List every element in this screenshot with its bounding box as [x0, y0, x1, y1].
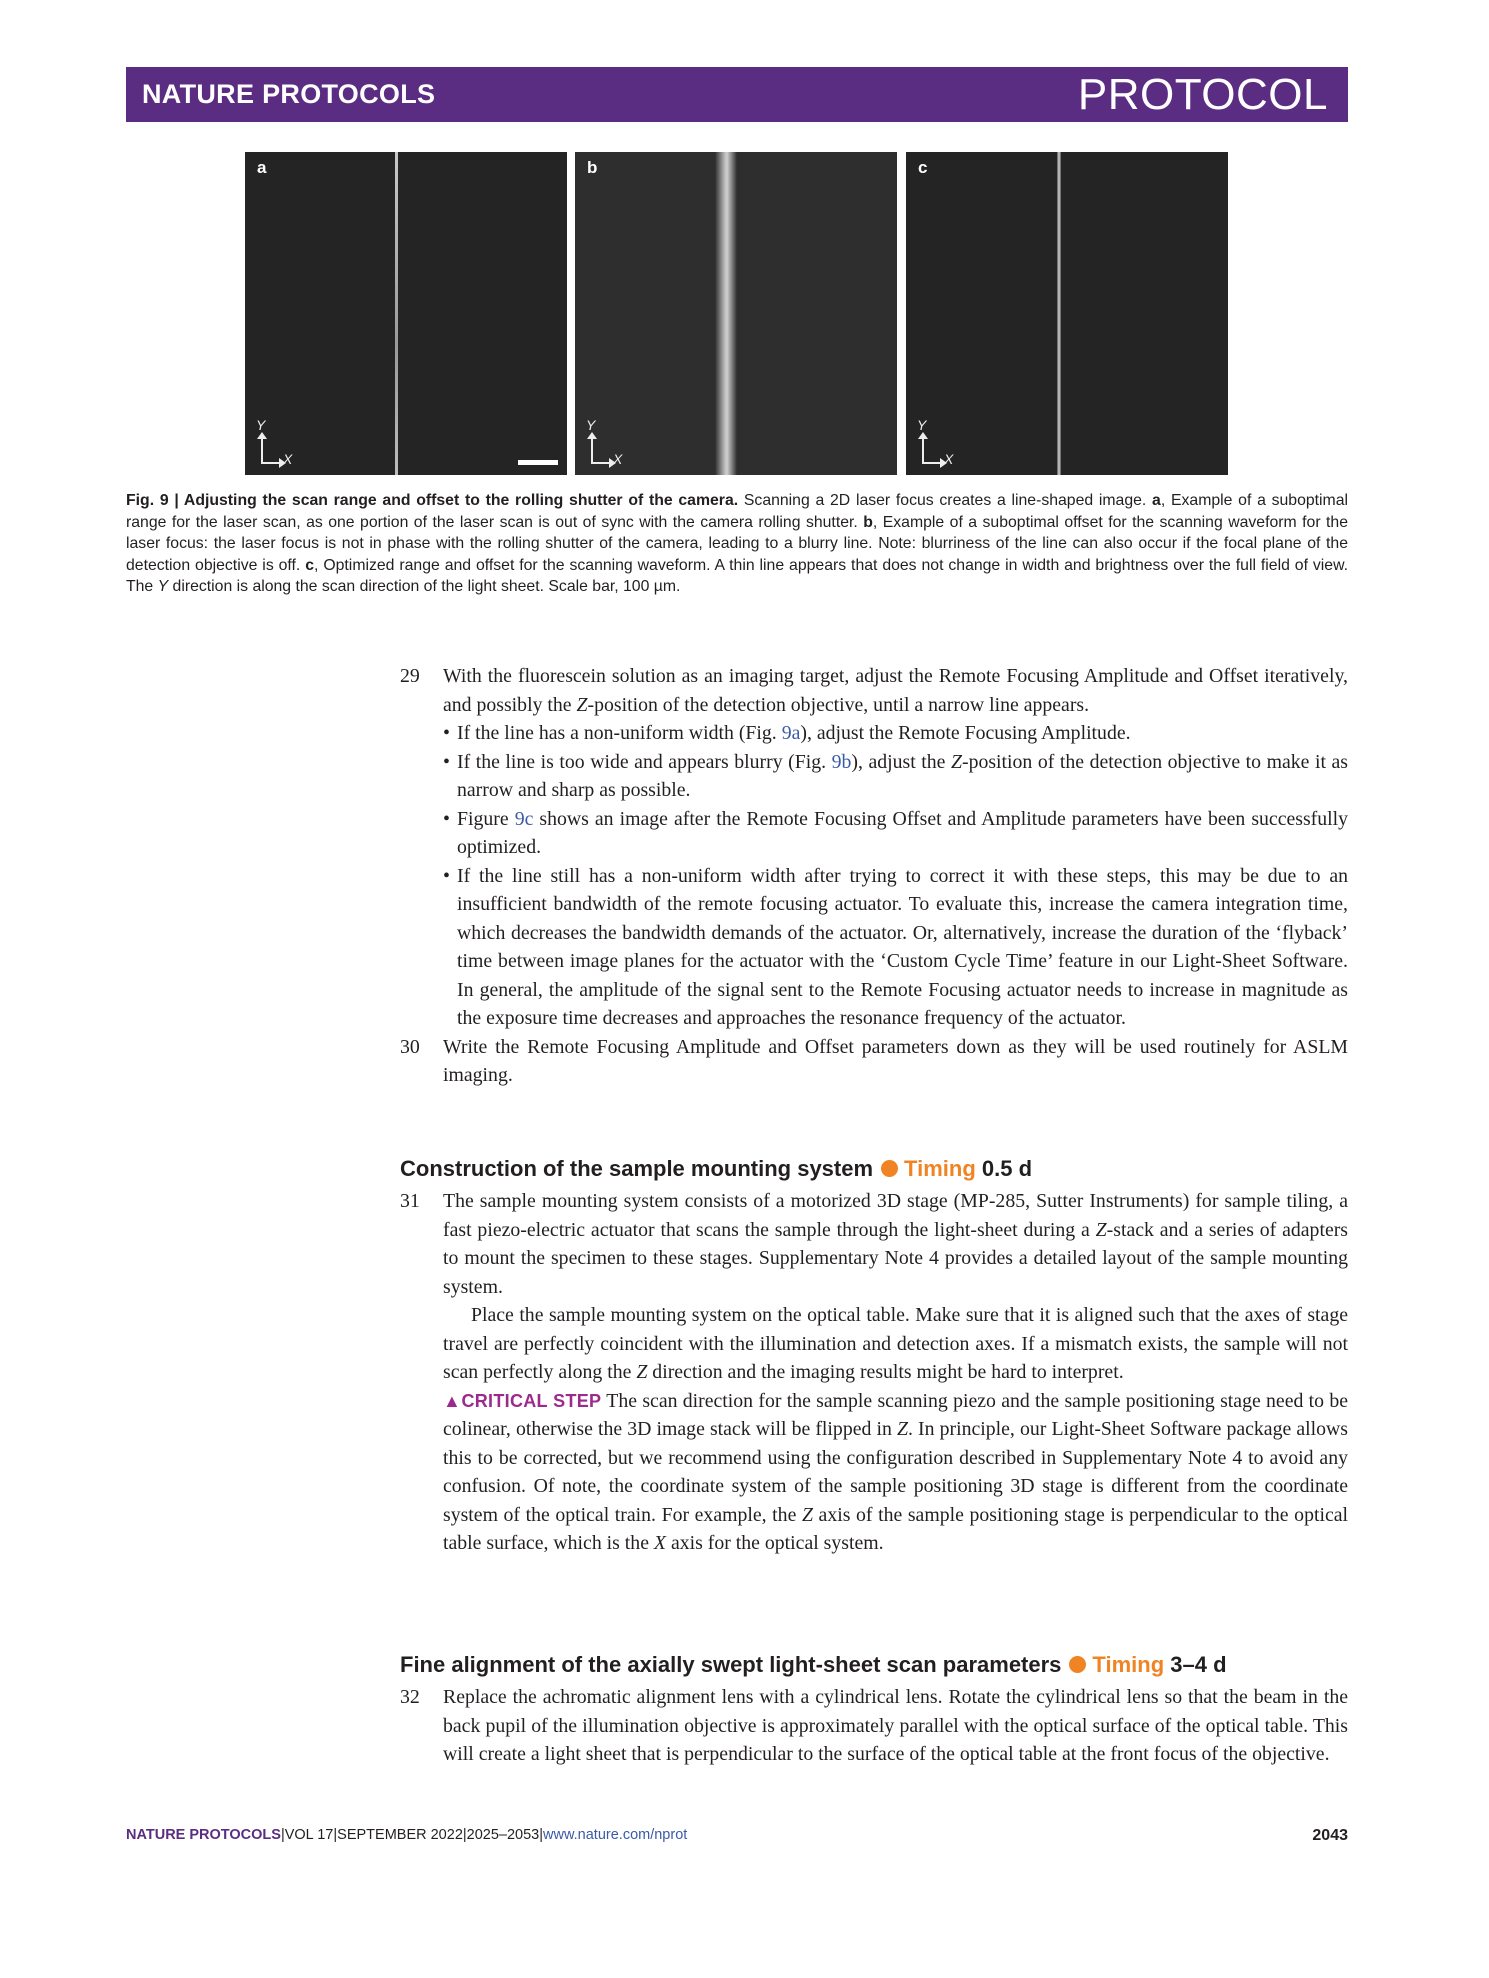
panel-b-axes [583, 417, 643, 467]
journal-header-bar [126, 67, 1348, 122]
steps-29-30 [400, 662, 1348, 1090]
figure-panel-b [575, 152, 897, 475]
figure-link-9c[interactable]: 9c [514, 807, 534, 830]
critical-step-note: ▲CRITICAL STEP The scan direction for the sample scanning piezo and the sample positioning stage need to be colinear, otherwise the 3D image stack will be flipped in Z. In principle, our Light-Sheet Software package allows this to be corrected, but we recommend using the configuration described in Supplementary Note 4 to avoid any confusion. Of note, the coordinate system of the sample positioning 3D stage is different from the coordinate system of the optical train. For example, the Z axis of the sample positioning stage is perpendicular to the optical table surface, which is the X axis for the optical system. [443, 1389, 1349, 1554]
figure-panel-c [906, 152, 1228, 475]
panel-c-axes [914, 417, 974, 467]
panel-a-axes [253, 417, 313, 467]
figure-caption: Fig. 9 | Adjusting the scan range and offset to the rolling shutter of the camera. Scanning a 2D laser focus creates a line-shaped image. a, Example of a suboptimal range for the laser scan, as one portion of the laser scan is out of sync with the camera rolling shutter. b, Example of a suboptimal offset for the scanning waveform for the laser focus: the laser focus is not in phase with the rolling shutter of the camera, leading to a blurry line. Note: blurriness of the line can also occur if the focal plane of the detection objective is off. c, Optimized range and offset for the scanning waveform. A thin line appears that does not change in width and brightness over the full field of view. The Y direction is along the scan direction of the light sheet. Scale bar, 100 µm. [126, 492, 1348, 596]
step-29: 29 With the fluorescein solution as an imaging target, adjust the Remote Focusing Amplitude and Offset iteratively, and possibly the Z-position of the detection objective, until a narrow line appears. • If the line has a non-uniform width (Fig. 9a), adjust the Remote Focusing Amplitude. • If the line is too wide and appears blurry (Fig. 9b), adjust the Z-position of the detection objective to make it as narrow and sharp as possible. • Figure 9c shows an image after the Remote Focusing Offset and Amplitude parameters have been successfully optimized. • If the line still has a non-uniform width after trying to correct it with these steps, this may be due to an insufficient bandwidth of the remote focusing actuator. To evaluate this, increase the camera integration time, which decreases the bandwidth demands of the actuator. Or, alternatively, increase the duration of the ‘flyback’ time between image planes for the actuator with the ‘Custom Cycle Time’ feature in our Light-Sheet Software. In general, the amplitude of the signal sent to the Remote Focusing actuator needs to increase in magnitude as the exposure time decreases and approaches the resonance frequency of the actuator. [400, 662, 1348, 1033]
panel-c-sharp-line [1057, 152, 1061, 475]
step-31-block [400, 1187, 1348, 1558]
figure-panel-a [245, 152, 567, 475]
footer-date: SEPTEMBER 2022 [337, 1827, 463, 1843]
bullet-item: • If the line is too wide and appears blurry (Fig. 9b), adjust the Z-position of the detection objective to make it as narrow and sharp as possible. [443, 750, 1349, 801]
caption-title: Fig. 9 | Adjusting the scan range and offset to the rolling shutter of the camera. [126, 492, 739, 509]
critical-step-label: ▲CRITICAL STEP [443, 1390, 602, 1411]
step-number: 29 [400, 665, 420, 687]
panel-label-a: a [257, 158, 267, 177]
panel-label-b: b [587, 158, 598, 177]
paragraph: Place the sample mounting system on the optical table. Make sure that it is aligned such that the axes of stage travel are perfectly coincident with the illumination and detection axes. If a mismatch exists, the sample will not scan perfectly along the Z direction and the imaging results might be hard to interpret. [443, 1304, 1348, 1383]
step-number: 30 [400, 1035, 420, 1058]
step-31: 31 The sample mounting system consists of a motorized 3D stage (MP-285, Sutter Instruments) for sample tiling, a fast piezo-electric actuator that scans the sample through the light-sheet during a Z-stack and a series of adapters to mount the specimen to these stages. Supplementary Note 4 provides a detailed layout of the sample mounting system. Place the sample mounting system on the optical table. Make sure that it is aligned such that the axes of stage travel are perfectly coincident with the illumination and detection axes. If a mismatch exists, the sample will not scan perfectly along the Z direction and the imaging results might be hard to interpret. ▲CRITICAL STEP The scan direction for the sample scanning piezo and the sample positioning stage need to be colinear, otherwise the 3D image stack will be flipped in Z. In principle, our Light-Sheet Software package allows this to be corrected, but we recommend using the configuration described in Supplementary Note 4 to avoid any confusion. Of note, the coordinate system of the sample positioning 3D stage is different from the coordinate system of the optical train. For example, the Z axis of the sample positioning stage is perpendicular to the optical table surface, which is the X axis for the optical system. [400, 1187, 1348, 1558]
bullet-item: • If the line still has a non-uniform width after trying to correct it with these steps, this may be due to an insufficient bandwidth of the remote focusing actuator. To evaluate this, increase the camera integration time, which decreases the bandwidth demands of the actuator. Or, alternatively, increase the duration of the ‘flyback’ time between image planes for the actuator with the ‘Custom Cycle Time’ feature in our Light-Sheet Software. In general, the amplitude of the signal sent to the Remote Focusing actuator needs to increase in magnitude as the exposure time decreases and approaches the resonance frequency of the actuator. [443, 864, 1348, 1029]
section-heading-sample-mounting: Construction of the sample mounting system Timing 0.5 d [400, 1156, 1033, 1181]
footer-journal: NATURE PROTOCOLS [126, 1827, 281, 1843]
axis-label-x: X [613, 451, 623, 467]
axis-label-x: X [283, 451, 293, 467]
step-32: 32 Replace the achromatic alignment lens with a cylindrical lens. Rotate the cylindrical lens so that the beam in the back pupil of the illumination objective is approximately parallel with the optical surface of the optical table. This will create a light sheet that is perpendicular to the surface of the optical table at the front focus of the objective. [400, 1683, 1348, 1769]
step-30: 30 Write the Remote Focusing Amplitude and Offset parameters down as they will be used routinely for ASLM imaging. [400, 1033, 1348, 1090]
article-type: PROTOCOL [1077, 70, 1328, 119]
bullet-item: • Figure 9c shows an image after the Remote Focusing Offset and Amplitude parameters have been successfully optimized. [443, 807, 1349, 858]
panel-a-laser-line [395, 152, 398, 475]
axis-label-y: Y [917, 417, 927, 433]
footer-volume: VOL 17 [284, 1827, 334, 1843]
panel-label-c: c [918, 158, 928, 177]
axis-label-y: Y [256, 417, 266, 433]
step-number: 32 [400, 1686, 420, 1708]
axis-label-x: X [944, 451, 954, 467]
scale-bar [518, 460, 558, 465]
section-heading-fine-alignment: Fine alignment of the axially swept light-sheet scan parameters Timing 3–4 d [400, 1652, 1227, 1677]
step-32-block [400, 1683, 1348, 1769]
step-number: 31 [400, 1190, 420, 1212]
bullet-item: • If the line has a non-uniform width (Fig. 9a), adjust the Remote Focusing Amplitude. [443, 722, 1131, 744]
footer-pages: 2025–2053 [466, 1827, 540, 1843]
page-number: 2043 [1312, 1827, 1348, 1844]
timing-dot-icon [881, 1160, 898, 1177]
panel-b-blurry-line [715, 152, 737, 475]
footer-url-link[interactable]: www.nature.com/nprot [543, 1827, 688, 1843]
axis-label-y: Y [586, 417, 596, 433]
figure-link-9a[interactable]: 9a [781, 722, 801, 744]
figure-link-9b[interactable]: 9b [831, 750, 852, 773]
page-footer: NATURE PROTOCOLS|VOL 17|SEPTEMBER 2022|2025–2053|www.nature.com/nprot 2043 [126, 1827, 1348, 1844]
timing-dot-icon [1069, 1656, 1086, 1673]
journal-name: NATURE PROTOCOLS [142, 79, 436, 109]
